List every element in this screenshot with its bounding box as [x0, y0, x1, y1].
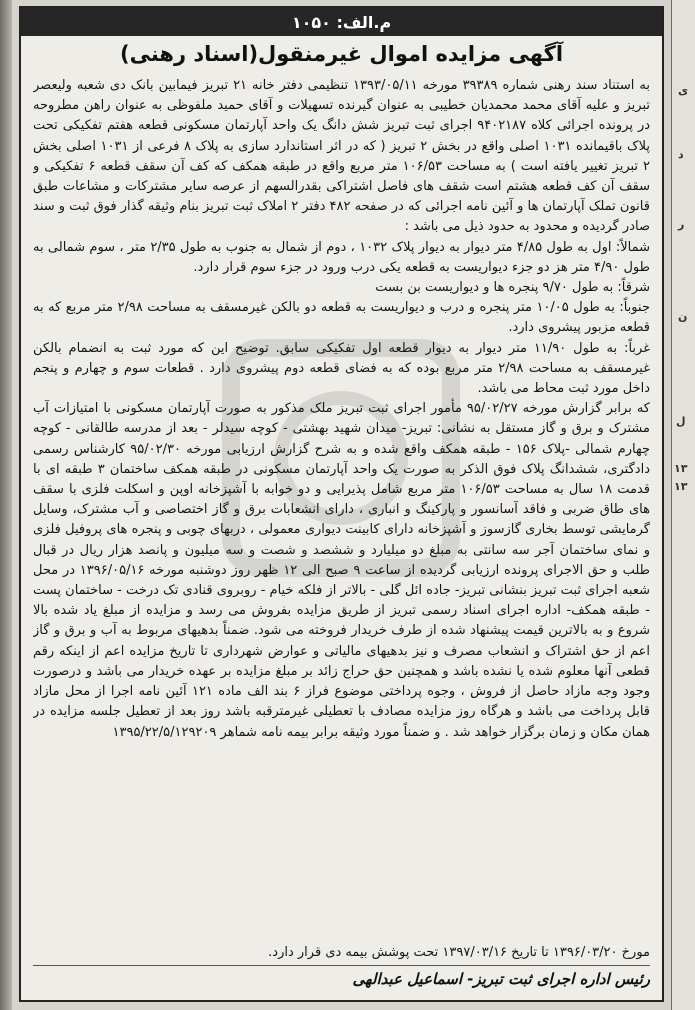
- notice-title: آگهی مزایده اموال غیرمنقول(اسناد رهنی): [119, 42, 564, 66]
- auction-notice: [19, 6, 664, 1002]
- body-paragraph-north: شمالاً: اول به طول ۴/۸۵ متر دیوار به دیوار پلاک ۱۰۳۲ ، دوم از شمال به جنوب به طول ۲/۳۵ متر ، سوم شمالی به طول ۴/۹۰ متر هز دو جزء دیواریست به قطعه یکی درب ورود در جزء سوم قرار دارد.: [33, 239, 650, 275]
- signature-divider: [33, 965, 650, 966]
- body-paragraph-report: که برابر گزارش مورخه ۹۵/۰۲/۲۷ مأمور اجرای ثبت تبریز ملک مذکور به صورت آپارتمان مسکونی با امتیازات آب مشترک و برق و گاز مستقل به نشانی: تبریز- میدان شهید بهشتی - کوچه سیدلر - بعد از مدرسه طالقانی - کوچه چهارم شمالی -پلاک ۱۵۶ - طبقه همکف واقع شده و به شرح گزارش ارزیابی مورخه ۹۵/۰۲/۳۰ کارشناس رسمی دادگتری، ششدانگ پلاک فوق الذکر به صورت یک واحد آپارتمان مسکونی در طبقه همکف ساختمان ۳ طبقه ای با قدمت ۱۸ سال به مساحت ۱۰۶/۵۳ متر مربع شامل پذیرایی و دو خوابه با آشپزخانه اوپن و اسکلت فلزی با سقف های طاق ضربی و فاقد آسانسور و پارکینگ و انباری ، دارای انشعابات برق و گاز اختصاصی و آب مشترک، وسایل گرمایشی توسط بخاری گازسوز و آشپزخانه دارای کابینت دیواری معمولی ، دربهای چوبی و پنجره های پروفیل فلزی و نمای ساختمان آجر سه سانتی به مبلغ دو میلیارد و ششصد و شصت و سه میلیون و پانصد هزار ریال در قبال طلب و حق الاجرای پرونده ارزیابی گردیده از ساعت ۹ صبح الی ۱۲ ظهر روز دوشنبه مورخه ۱۳۹۶/۰۵/۱۶ در محل شعبه اجرای ثبت تبریز بنشانی تبریز- جاده ائل گلی - بالاتر از فلکه خیام - روبروی قنادی تک درخت - ساختمان پست - طبقه همکف- اداره اجرای اسناد رسمی تبریز از طریق مزایده بفروش می رسد و مزایده از مبلغ یاد شده بالا شروع و به بالاترین قیمت پیشنهاد شده از طرف خریدار فروخته می شود. ضمناً بدهیهای مربوط به آب و برق و گاز اعم از حق اشتراک و انشعاب مصرف و نیز بدهیهای مالیاتی و عوارض شهرداری تا تاریخ مزایده اعم از اینکه رقم قطعی آنها معلوم شده یا نشده باشد و همچنین حق حراج زائد بر مبلغ مزایده بر عهده خریدار می باشد و درصورت وجود وجه مازاد حاصل از فروش ، وجوه پرداختی موضوع فراز ۶ بند الف ماده ۱۲۱ آئین نامه اجرا از محل مازاد قابل پرداخت می باشد و هرگاه روز مزایده مصادف با تعطیلی غیرمترقبه باشد روز بعد از تعطیل جلسه مزایده در همان مکان و زمان برگزار خواهد شد . و ضمناً مورد وثیقه برابر بیمه نامه شماهر ۱۳۹۵/۲۲/۵/۱۲۹۲۰۹: [33, 401, 650, 740]
- notice-code: م.الف: ۱۰۵۰: [291, 12, 392, 32]
- body-paragraph-intro: به استناد سند رهنی شماره ۳۹۳۸۹ مورخه ۱۳۹۳/۰۵/۱۱ تنظیمی دفتر خانه ۲۱ تبریز فیمابین بانک دی شعبه ولیعصر تبریز و علیه آقای محمد محمدیان خطیبی به عنوان گیرنده تسهیلات و آقای حمید ملفوظی به عنوان راهن مطروحه در پرونده اجرائی کلاه ۹۴۰۲۱۸۷ اجرای ثبت تبریز شش دانگ یک واحد آپارتمان مسکونی قطعه هفتم تفکیکی تحت پلاک باقیمانده ۱۰۳۱ اصلی واقع در بخش ۲ تبریز ( که در اثر استاندارد سازی به پلاک ۸ فرعی از ۱۰۳۱ اصلی بخش ۲ تبریز تغییر یافته است ) به مساحت ۱۰۶/۵۳ متر مربع واقع در طبقه همکف که کف آن سقف قطعه ۶ تفکیکی و سقف آن کف قطعه هشتم است شقف های فاصل اشتراکی بقدرالسهم از عرصه سایر مشترکات و مشاعات طبق قانون تملک آپارتمان ها و آئین نامه اجرائی که در صفحه ۴۸۲ دفتر ۲ املاک ثبت تبریز بنام وثیقه گذار فوق ثبت و سند صادر گردیده و محدود به حدود ذیل می باشد :: [33, 78, 650, 235]
- body-paragraph-south: جنوباً: به طول ۱۰/۰۵ متر پنجره و درب و دیواریست به قطعه دو بالکن غیرمسقف به مساحت ۲/۹۸ متر مربع که به قطعه مزبور پیشروی دارد.: [33, 300, 650, 336]
- adjacent-column-strip: ی د ر ن ل ۱۳ ۱۳: [671, 0, 695, 1010]
- scan-edge-left: [0, 0, 12, 1010]
- body-paragraph-west: غرباً: به طول ۱۱/۹۰ متر دیوار به دیوار قطعه اول تفکیکی سابق. توضیح این که مورد ثبت به انضمام بالکن غیرمسقف به مساحت ۲/۹۸ متر مربع بوده که به فضای قطعه دوم پیشروی دارد . قطعات سوم و چهارم و پنجم داخل مورد ثبت محاط می باشد.: [33, 340, 650, 397]
- insurance-dates: مورخ ۱۳۹۶/۰۳/۲۰ تا تاریخ ۱۳۹۷/۰۳/۱۶ تحت پوشش بیمه دی قرار دارد.: [268, 945, 650, 960]
- notice-body: [33, 76, 650, 944]
- body-paragraph-east: شرقاً: به طول ۹/۷۰ پنجره ها و دیواریست بن بست: [375, 280, 650, 296]
- signature: رئیس اداره اجرای ثبت تبریز- اسماعیل عبدالهی: [352, 970, 650, 988]
- notice-code-bar: [21, 8, 662, 36]
